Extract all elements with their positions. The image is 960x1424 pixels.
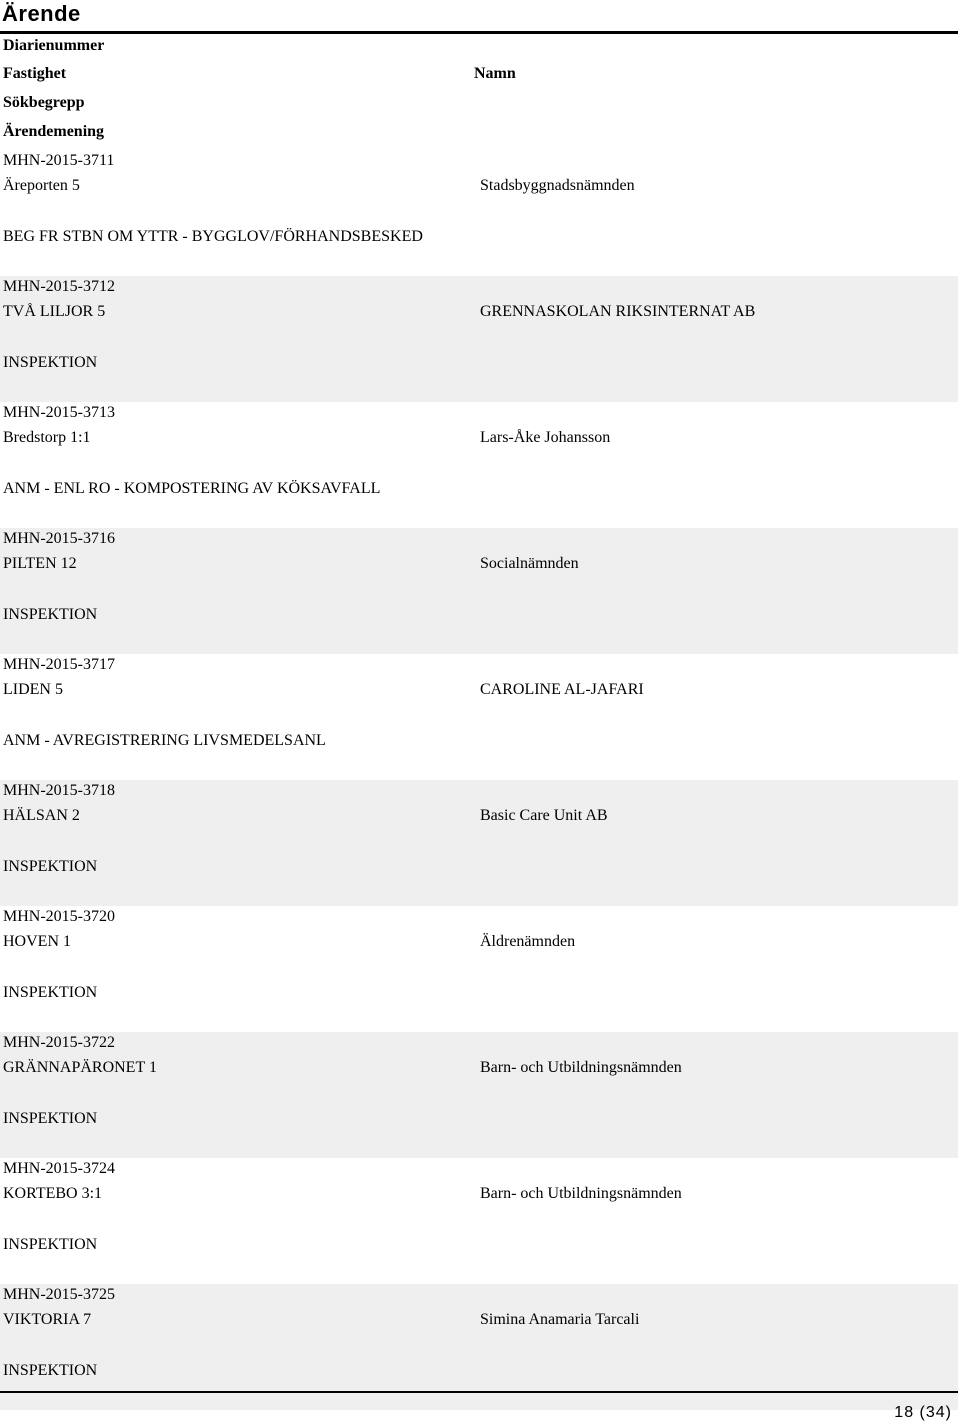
case-number: MHN-2015-3725 (3, 1286, 115, 1303)
case-description: INSPEKTION (3, 354, 98, 371)
case-number: MHN-2015-3720 (3, 908, 115, 925)
party-name: GRENNASKOLAN RIKSINTERNAT AB (480, 303, 756, 320)
party-name: CAROLINE AL-JAFARI (480, 681, 644, 698)
record-row (0, 1032, 958, 1158)
case-number: MHN-2015-3724 (3, 1160, 115, 1177)
page-title: Ärende (2, 1, 81, 26)
case-description: INSPEKTION (3, 1362, 98, 1379)
party-name: Lars-Åke Johansson (480, 429, 611, 446)
property-name: KORTEBO 3:1 (3, 1185, 103, 1202)
case-number: MHN-2015-3717 (3, 656, 115, 673)
record-row (0, 780, 958, 906)
party-name: Barn- och Utbildningsnämnden (480, 1185, 682, 1202)
case-number: MHN-2015-3718 (3, 782, 115, 799)
page-number: 18 (34) (894, 1404, 952, 1421)
case-number: MHN-2015-3712 (3, 278, 115, 295)
property-name: VIKTORIA 7 (3, 1311, 92, 1328)
case-description: INSPEKTION (3, 858, 98, 875)
case-description: BEG FR STBN OM YTTR - BYGGLOV/FÖRHANDSBESKED (3, 228, 423, 245)
record-row (0, 654, 958, 780)
header-namn: Namn (474, 65, 516, 82)
header-fastighet: Fastighet (3, 65, 67, 82)
case-description: INSPEKTION (3, 1236, 98, 1253)
property-name: PILTEN 12 (3, 555, 77, 572)
property-name: GRÄNNAPÄRONET 1 (3, 1059, 157, 1076)
record-row (0, 402, 958, 528)
case-number: MHN-2015-3711 (3, 152, 115, 169)
party-name: Stadsbyggnadsnämnden (480, 177, 635, 194)
record-row (0, 1158, 958, 1284)
header-diarienummer: Diarienummer (3, 37, 105, 54)
case-number: MHN-2015-3722 (3, 1034, 115, 1051)
record-row (0, 528, 958, 654)
record-row (0, 150, 958, 276)
case-description: ANM - AVREGISTRERING LIVSMEDELSANL (3, 732, 326, 749)
title-divider (0, 31, 958, 34)
record-row (0, 276, 958, 402)
case-description: INSPEKTION (3, 984, 98, 1001)
case-description: ANM - ENL RO - KOMPOSTERING AV KÖKSAVFALL (3, 480, 381, 497)
case-description: INSPEKTION (3, 606, 98, 623)
property-name: LIDEN 5 (3, 681, 63, 698)
party-name: Basic Care Unit AB (480, 807, 608, 824)
party-name: Socialnämnden (480, 555, 579, 572)
header-arendemening: Ärendemening (3, 123, 105, 140)
case-number: MHN-2015-3716 (3, 530, 115, 547)
party-name: Äldrenämnden (480, 933, 576, 950)
property-name: Bredstorp 1:1 (3, 429, 91, 446)
party-name: Simina Anamaria Tarcali (480, 1311, 640, 1328)
header-sokbegrepp: Sökbegrepp (3, 94, 85, 111)
property-name: HOVEN 1 (3, 933, 71, 950)
case-description: INSPEKTION (3, 1110, 98, 1127)
property-name: HÄLSAN 2 (3, 807, 80, 824)
property-name: Äreporten 5 (3, 177, 80, 194)
record-row (0, 906, 958, 1032)
property-name: TVÅ LILJOR 5 (3, 303, 106, 320)
party-name: Barn- och Utbildningsnämnden (480, 1059, 682, 1076)
footer-divider (0, 1391, 958, 1393)
case-number: MHN-2015-3713 (3, 404, 115, 421)
